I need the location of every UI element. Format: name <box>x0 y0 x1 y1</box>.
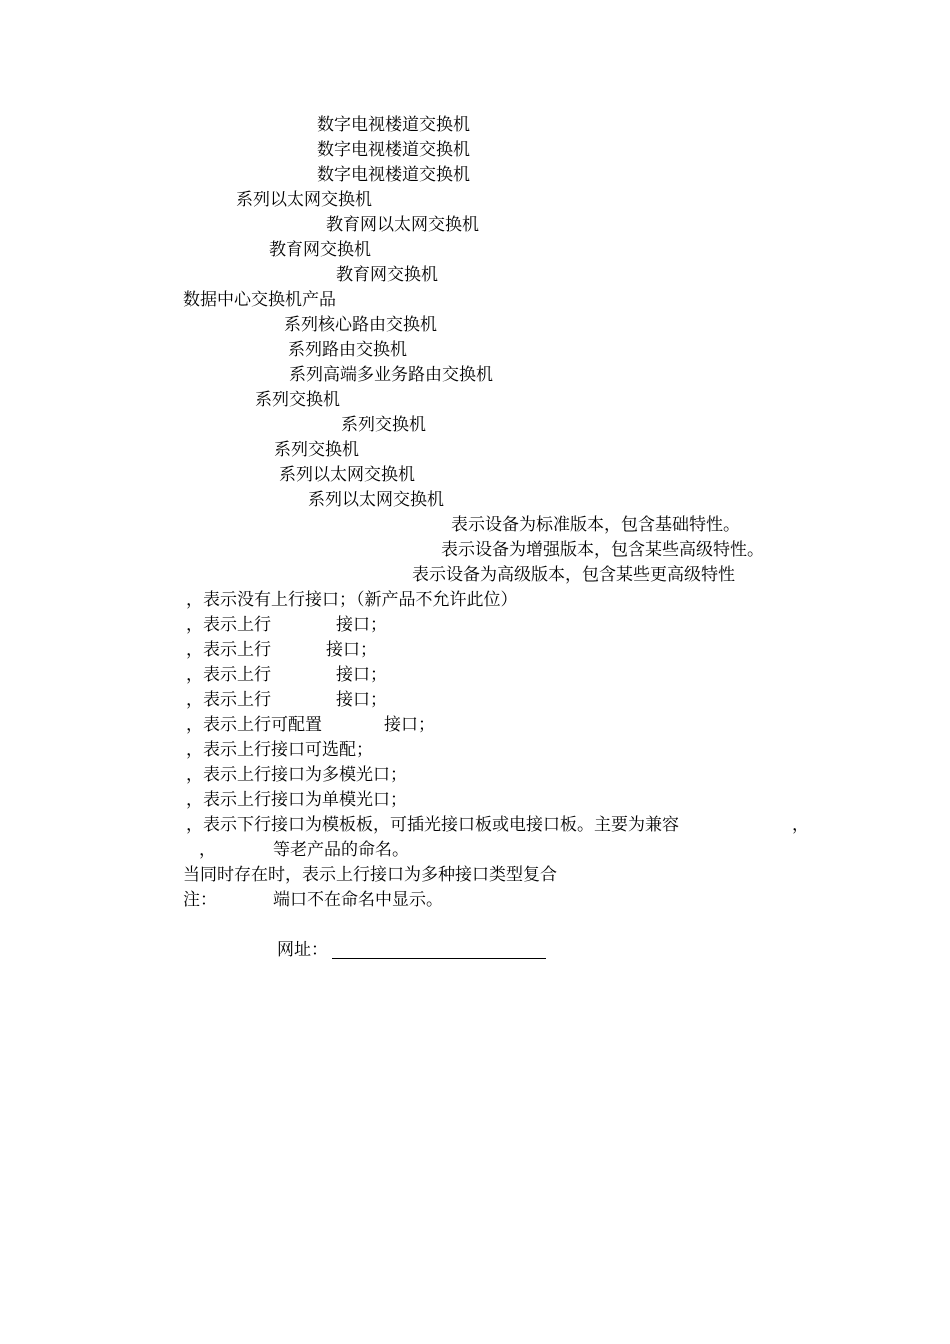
text-line: 表示设备为高级版本，包含某些更高级特性 <box>412 565 735 585</box>
text-line: 注： <box>183 890 217 910</box>
text-line: 系列以太网交换机 <box>308 490 444 510</box>
text-line: 端口不在命名中显示。 <box>273 890 443 910</box>
text-line: ，表示上行接口为多模光口； <box>186 765 407 785</box>
text-line: 接口； <box>336 665 387 685</box>
text-line: 接口； <box>336 690 387 710</box>
text-line: 接口； <box>326 640 377 660</box>
text-line: 系列以太网交换机 <box>279 465 415 485</box>
text-line: 数据中心交换机产品 <box>183 290 336 310</box>
text-line: 数字电视楼道交换机 <box>317 115 470 135</box>
text-line: 接口； <box>336 615 387 635</box>
text-line: 接口； <box>384 715 435 735</box>
text-line: 数字电视楼道交换机 <box>317 165 470 185</box>
text-line: 表示设备为增强版本，包含某些高级特性。 <box>441 540 764 560</box>
text-line: 系列交换机 <box>341 415 426 435</box>
text-line: 系列以太网交换机 <box>236 190 372 210</box>
text-line: 系列交换机 <box>274 440 359 460</box>
text-line: ，表示上行接口为单模光口； <box>186 790 407 810</box>
text-line: 教育网交换机 <box>269 240 371 260</box>
text-line: ，表示上行 <box>186 690 271 710</box>
text-line: ，表示下行接口为模板板，可插光接口板或电接口板。主要为兼容 <box>186 815 679 835</box>
text-line: 数字电视楼道交换机 <box>317 140 470 160</box>
text-line: 系列路由交换机 <box>288 340 407 360</box>
text-line: ，表示上行可配置 <box>186 715 322 735</box>
text-line: ， <box>199 840 216 860</box>
text-line: 教育网以太网交换机 <box>326 215 479 235</box>
text-line: ，表示上行 <box>186 665 271 685</box>
text-line: ，表示没有上行接口；（新产品不允许此位） <box>186 590 518 610</box>
text-line: 等老产品的命名。 <box>273 840 409 860</box>
text-line: ， <box>792 815 809 835</box>
text-line: 表示设备为标准版本，包含基础特性。 <box>451 515 740 535</box>
url-label: 网址： <box>277 940 328 960</box>
url-blank-line <box>332 958 546 959</box>
text-line: 教育网交换机 <box>336 265 438 285</box>
text-line: ，表示上行 <box>186 615 271 635</box>
text-line: ，表示上行 <box>186 640 271 660</box>
text-line: 系列核心路由交换机 <box>284 315 437 335</box>
text-line: 系列高端多业务路由交换机 <box>289 365 493 385</box>
text-line: 当同时存在时，表示上行接口为多种接口类型复合 <box>183 865 557 885</box>
text-line: 系列交换机 <box>255 390 340 410</box>
text-line: ，表示上行接口可选配； <box>186 740 373 760</box>
